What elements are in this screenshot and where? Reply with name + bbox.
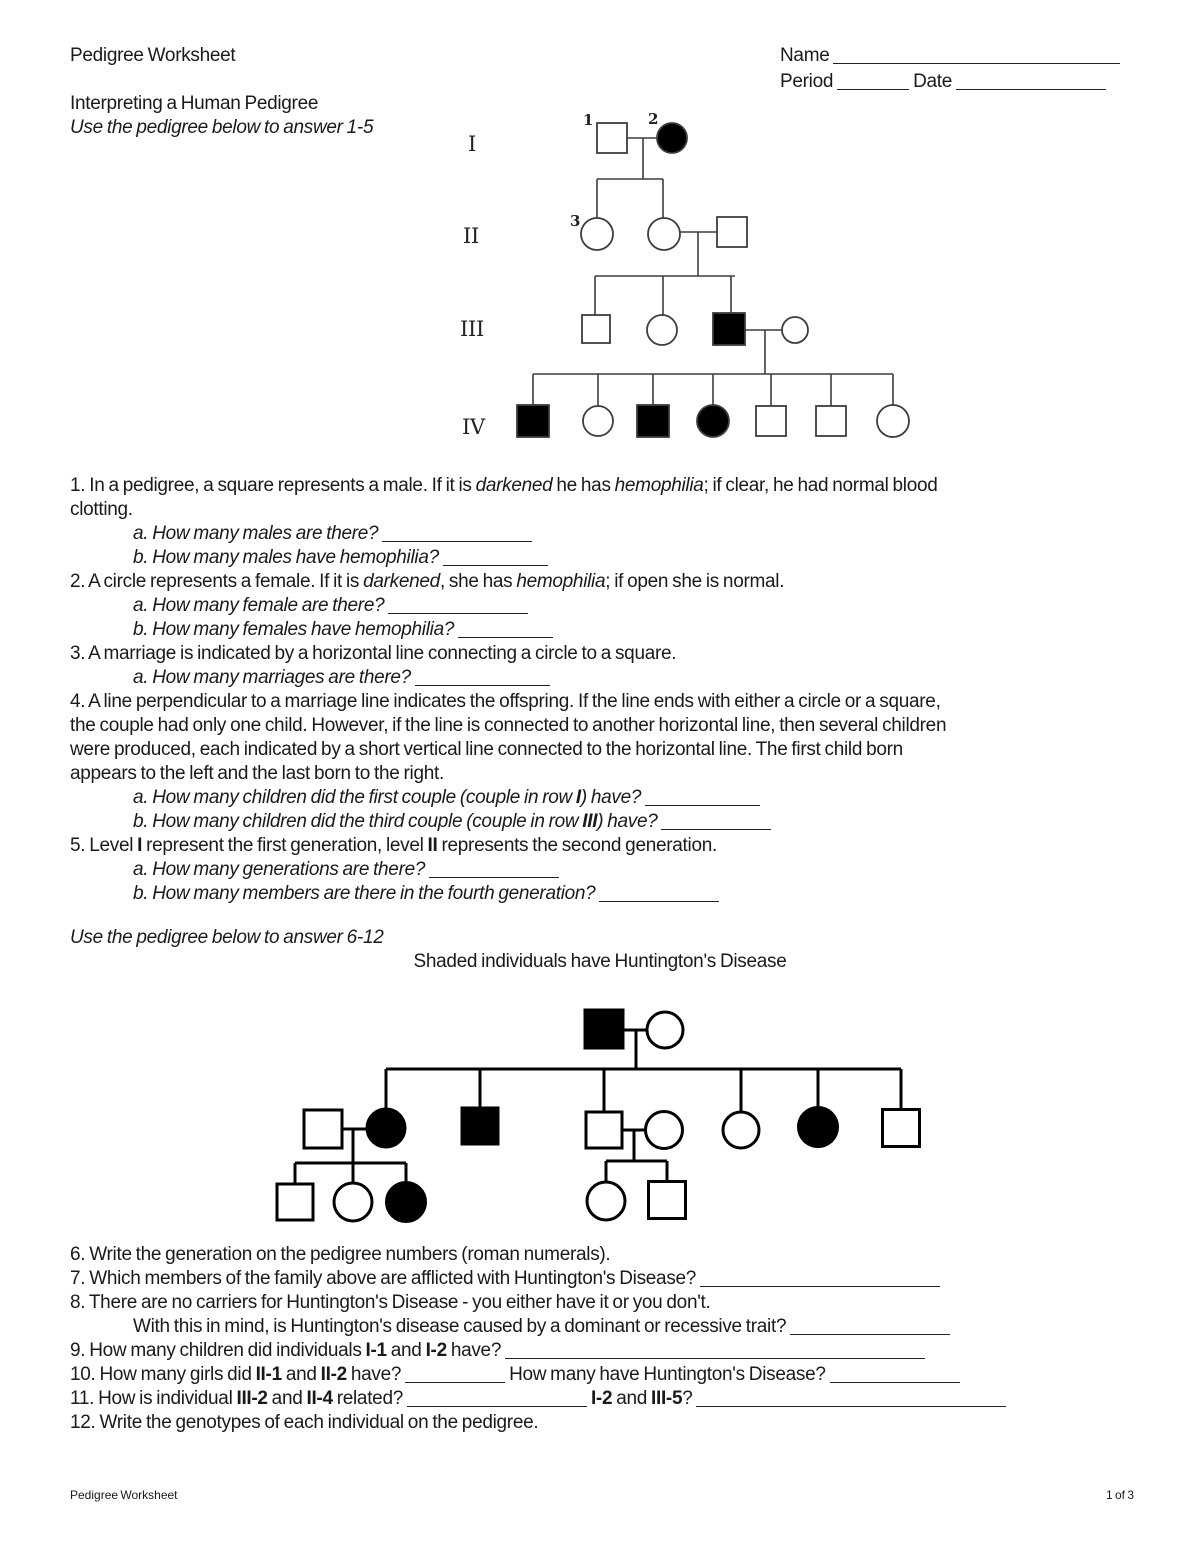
text-segment: ?: [682, 1388, 697, 1409]
female-circle: [877, 405, 909, 437]
female-circle: [581, 218, 613, 250]
text-segment: a. How many marriages are there?: [133, 667, 415, 688]
text-segment: and: [612, 1388, 651, 1409]
question-line: [70, 714, 946, 738]
male-affected-square: [585, 1010, 623, 1048]
answer-blank: [830, 1369, 960, 1383]
answer-blank: [405, 1369, 505, 1383]
text-segment: Period: [780, 71, 838, 92]
question-line: [70, 546, 946, 570]
text-segment: III-2: [236, 1388, 268, 1409]
question-line: [70, 786, 946, 810]
question-line: [70, 858, 946, 882]
text-segment: 6. Write the generation on the pedigree numbers (roman numerals).: [70, 1244, 611, 1265]
question-line: [70, 1363, 1006, 1387]
text-segment: b. How many females have hemophilia?: [133, 619, 459, 640]
question-line: [70, 1387, 1006, 1411]
female-circle: [647, 1012, 683, 1048]
text-segment: a. How many generations are there?: [133, 859, 430, 880]
male-square: [277, 1184, 313, 1220]
text-segment: b. How many males have hemophilia?: [133, 547, 443, 568]
text-segment: have?: [346, 1364, 406, 1385]
questions-6-12: [70, 1243, 1006, 1435]
female-circle: [587, 1182, 625, 1220]
answer-blank: [505, 1345, 925, 1359]
period-date-field-row: [780, 71, 1106, 93]
text-segment: 3. A marriage is indicated by a horizontal line connecting a circle to a square.: [70, 643, 677, 664]
instruction-6-12: Use the pedigree below to answer 6-12: [70, 927, 384, 948]
question-line: [70, 570, 946, 594]
female-circle: [334, 1183, 372, 1221]
text-segment: have?: [446, 1340, 506, 1361]
answer-blank: [407, 1393, 587, 1407]
text-segment: ; if clear, he had normal blood: [703, 475, 938, 496]
answer-blank: [382, 528, 532, 542]
page-title: Pedigree Worksheet: [70, 45, 236, 66]
female-circle: [723, 1112, 759, 1148]
male-square: [883, 1110, 920, 1147]
question-line: [70, 882, 946, 906]
text-segment: 11. How is individual: [70, 1388, 237, 1409]
text-segment: I-2: [590, 1388, 613, 1409]
text-segment: I-2: [425, 1340, 447, 1361]
text-segment: clotting.: [70, 499, 133, 520]
section-heading: Interpreting a Human Pedigree: [70, 93, 319, 114]
generation-label: I: [468, 132, 476, 156]
question-line: [70, 834, 946, 858]
answer-blank: [599, 888, 719, 902]
text-segment: III-5: [651, 1388, 683, 1409]
answer-blank: [696, 1393, 1006, 1407]
female-affected-circle: [387, 1183, 426, 1222]
female-affected-circle: [697, 405, 729, 437]
text-segment: ; if open she is normal.: [605, 571, 785, 592]
answer-blank: [700, 1273, 940, 1287]
text-segment: 8. There are no carriers for Huntington's Disease - you either have it or you don't.: [70, 1292, 711, 1313]
male-affected-square: [462, 1108, 498, 1144]
female-circle: [782, 317, 808, 343]
female-circle: [583, 406, 613, 436]
question-line: [70, 666, 946, 690]
generation-label: III: [460, 317, 484, 341]
male-square: [582, 315, 610, 343]
question-line: [70, 810, 946, 834]
answer-blank: [661, 816, 771, 830]
text-segment: II: [427, 835, 438, 856]
male-square: [756, 406, 786, 436]
text-segment: and: [386, 1340, 426, 1361]
female-affected-circle: [367, 1109, 405, 1147]
text-segment: 7. Which members of the family above are afflicted with Huntington's Disease?: [70, 1268, 701, 1289]
male-affected-square: [713, 313, 745, 345]
answer-blank: [645, 792, 760, 806]
male-affected-square: [517, 405, 549, 437]
question-line: [70, 474, 946, 498]
answer-blank: [443, 552, 548, 566]
text-segment: 5. Level: [70, 835, 138, 856]
answer-blank: [833, 50, 1120, 64]
text-segment: II-2: [320, 1364, 347, 1385]
question-line: [70, 738, 946, 762]
question-line: [70, 1291, 1006, 1315]
footer-page-number: 1 of 3: [1105, 1488, 1134, 1502]
question-line: [70, 1315, 1006, 1339]
female-circle: [647, 315, 677, 345]
text-segment: represent the first generation, level: [142, 835, 428, 856]
text-segment: 1. In a pedigree, a square represents a male. If it is: [70, 475, 476, 496]
question-line: [70, 1243, 1006, 1267]
text-segment: were produced, each indicated by a short vertical line connected to the horizontal line. The first child born: [70, 739, 903, 760]
individual-number-label: 3: [570, 212, 581, 230]
footer-title: Pedigree Worksheet: [70, 1488, 178, 1502]
answer-blank: [458, 624, 553, 638]
male-square: [816, 406, 846, 436]
text-segment: and: [267, 1388, 307, 1409]
text-segment: 12. Write the genotypes of each individual on the pedigree.: [70, 1412, 539, 1433]
question-line: [70, 1267, 1006, 1291]
text-segment: he has: [552, 475, 615, 496]
female-circle: [648, 218, 680, 250]
male-square: [649, 1182, 686, 1219]
female-affected-circle: [657, 123, 687, 153]
text-segment: darkened: [475, 475, 553, 496]
text-segment: a. How many children did the first couple (couple in row: [133, 787, 576, 808]
individual-number-label: 2: [648, 110, 659, 128]
text-segment: darkened: [363, 571, 440, 592]
text-segment: Date: [909, 71, 957, 92]
text-segment: b. How many members are there in the fourth generation?: [133, 883, 600, 904]
text-segment: a. How many female are there?: [133, 595, 389, 616]
question-line: [70, 1339, 1006, 1363]
text-segment: 9. How many children did individuals: [70, 1340, 366, 1361]
answer-blank: [415, 672, 550, 686]
question-line: [70, 690, 946, 714]
male-affected-square: [637, 405, 669, 437]
instruction-1-5: Use the pedigree below to answer 1-5: [70, 117, 374, 138]
text-segment: a. How many males are there?: [133, 523, 383, 544]
question-line: [70, 498, 946, 522]
text-segment: appears to the left and the last born to the right.: [70, 763, 444, 784]
text-segment: related?: [332, 1388, 407, 1409]
generation-label: II: [463, 224, 479, 248]
questions-1-5: [70, 474, 946, 906]
question-line: [70, 1411, 1006, 1435]
text-segment: and: [281, 1364, 321, 1385]
text-segment: 4. A line perpendicular to a marriage line indicates the offspring. If the line ends with either a circle or a square,: [70, 691, 941, 712]
text-segment: How many have Huntington's Disease?: [505, 1364, 830, 1385]
text-segment: I: [137, 835, 143, 856]
text-segment: Name: [780, 45, 834, 66]
question-line: [70, 618, 946, 642]
text-segment: With this in mind, is Huntington's disease caused by a dominant or recessive trait?: [133, 1316, 791, 1337]
generation-label: IV: [462, 415, 485, 439]
huntingtons-pedigree-diagram: [270, 1000, 930, 1235]
female-affected-circle: [799, 1108, 838, 1147]
question-line: [70, 594, 946, 618]
male-square: [586, 1112, 622, 1148]
shaded-note: Shaded individuals have Huntington's Disease: [413, 951, 787, 972]
text-segment: ) have?: [597, 811, 662, 832]
male-square: [304, 1110, 342, 1148]
text-segment: , she has: [439, 571, 517, 592]
text-segment: represents the second generation.: [437, 835, 717, 856]
name-field-row: [780, 45, 1120, 67]
individual-number-label: 1: [583, 111, 594, 129]
answer-blank: [837, 76, 909, 90]
text-segment: ) have?: [580, 787, 646, 808]
text-segment: 2. A circle represents a female. If it is: [70, 571, 364, 592]
answer-blank: [429, 864, 559, 878]
text-segment: III: [582, 811, 598, 832]
hemophilia-pedigree-diagram: [440, 105, 960, 445]
answer-blank: [956, 76, 1106, 90]
question-line: [70, 642, 946, 666]
male-square: [717, 217, 747, 247]
text-segment: the couple had only one child. However, if the line is connected to another horizontal line, then several children: [70, 715, 947, 736]
question-line: [70, 522, 946, 546]
text-segment: b. How many children did the third couple (couple in row: [133, 811, 583, 832]
text-segment: 10. How many girls did: [70, 1364, 256, 1385]
text-segment: hemophilia: [516, 571, 606, 592]
answer-blank: [388, 600, 528, 614]
male-square: [597, 123, 627, 153]
text-segment: I-1: [365, 1340, 387, 1361]
text-segment: I: [575, 787, 581, 808]
text-segment: hemophilia: [614, 475, 704, 496]
answer-blank: [790, 1321, 950, 1335]
female-circle: [646, 1112, 683, 1149]
text-segment: II-1: [255, 1364, 282, 1385]
question-line: [70, 762, 946, 786]
text-segment: II-4: [306, 1388, 333, 1409]
